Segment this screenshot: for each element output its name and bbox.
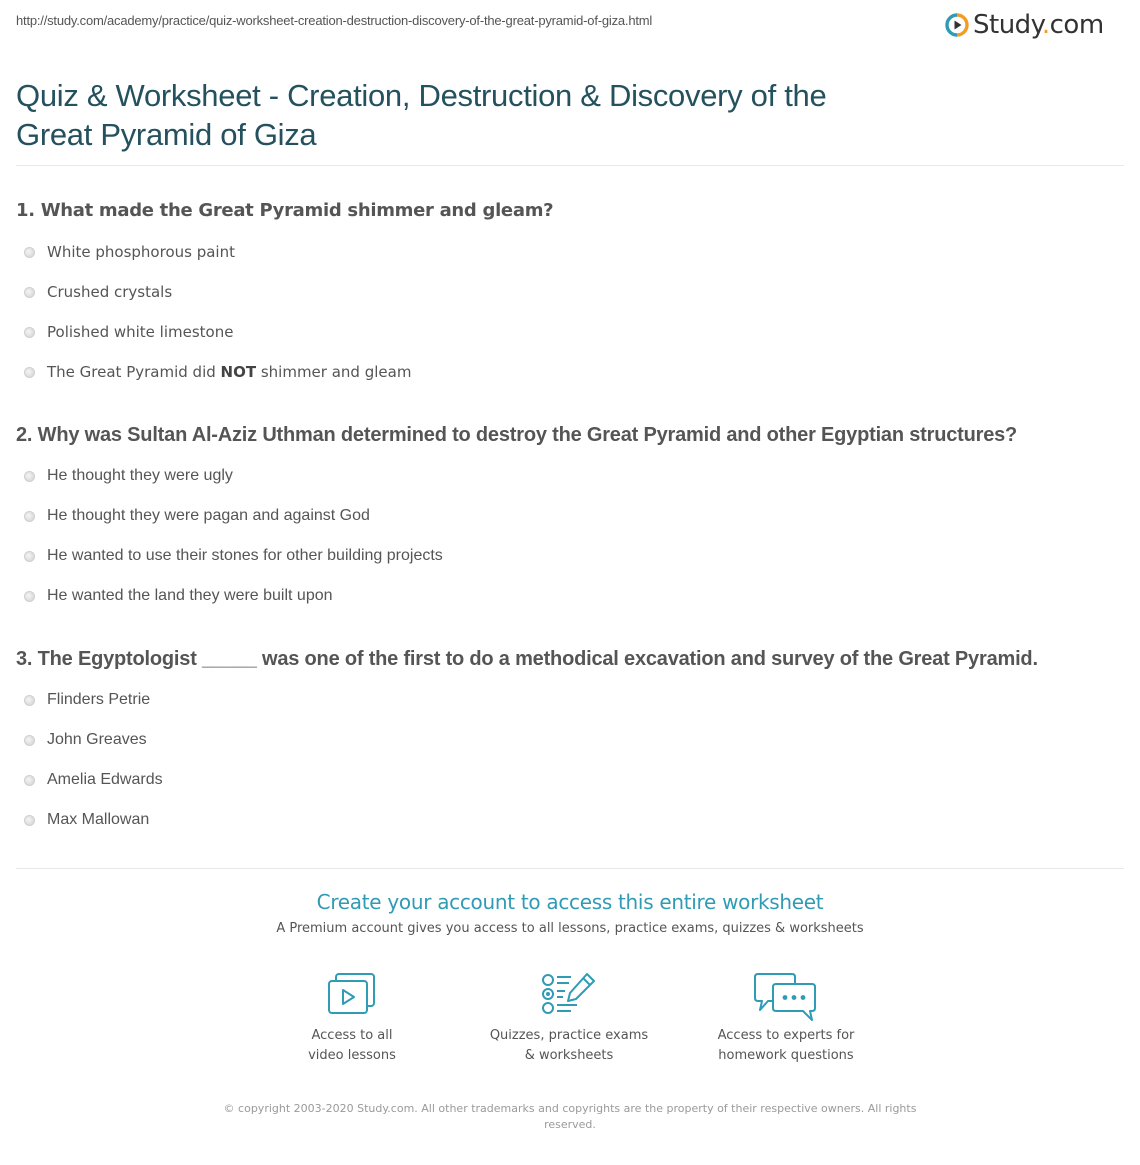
cta-subtitle: A Premium account gives you access to all lessons, practice exams, quizzes & worksheets bbox=[276, 921, 864, 936]
q1-option-2[interactable] bbox=[24, 282, 172, 302]
logo-tld: com bbox=[1049, 10, 1104, 40]
question-1: 1. What made the Great Pyramid shimmer and gleam? bbox=[16, 200, 554, 221]
logo-wordmark bbox=[973, 10, 1104, 40]
question-2: 2. Why was Sultan Al-Aziz Uthman determined to destroy the Great Pyramid and other Egyptian structures? bbox=[16, 424, 1018, 446]
option-label: John Greaves bbox=[47, 731, 147, 748]
feature-label-line2: video lessons bbox=[308, 1048, 396, 1063]
radio-button[interactable] bbox=[24, 735, 35, 746]
feature-video-lessons bbox=[252, 972, 452, 1066]
option-label: He wanted the land they were built upon bbox=[47, 587, 333, 604]
copyright-notice: © copyright 2003-2020 Study.com. All other trademarks and copyrights are the property of their respective owners. All rights reserved. bbox=[223, 1102, 917, 1131]
title-divider bbox=[16, 165, 1124, 166]
radio-button[interactable] bbox=[24, 775, 35, 786]
quiz-checklist-icon bbox=[541, 972, 597, 1016]
feature-label-line2: homework questions bbox=[718, 1048, 854, 1063]
play-circle-icon bbox=[945, 13, 969, 37]
radio-button[interactable] bbox=[24, 695, 35, 706]
feature-experts bbox=[686, 972, 886, 1066]
radio-button[interactable] bbox=[24, 511, 35, 522]
radio-button[interactable] bbox=[24, 471, 35, 482]
option-label: Polished white limestone bbox=[47, 323, 234, 341]
page-url: http://study.com/academy/practice/quiz-worksheet-creation-destruction-discovery-of-the-great-pyramid-of-giza.html bbox=[16, 13, 653, 28]
q3-option-1[interactable] bbox=[24, 690, 150, 710]
feature-label-line1: Quizzes, practice exams bbox=[489, 1028, 649, 1043]
radio-button[interactable] bbox=[24, 247, 35, 258]
radio-button[interactable] bbox=[24, 591, 35, 602]
q1-option-3[interactable] bbox=[24, 322, 233, 342]
option-label: Crushed crystals bbox=[47, 283, 173, 301]
feature-label-line2: & worksheets bbox=[524, 1048, 614, 1063]
logo-name: Study bbox=[973, 10, 1042, 40]
option-text-prefix: The Great Pyramid did bbox=[47, 363, 221, 381]
option-label: White phosphorous paint bbox=[47, 243, 235, 261]
option-label bbox=[47, 363, 411, 381]
questions-divider bbox=[16, 868, 1124, 869]
radio-button[interactable] bbox=[24, 287, 35, 298]
feature-label-line1: Access to experts for bbox=[717, 1028, 855, 1043]
option-text-emphasis: NOT bbox=[220, 363, 257, 381]
q2-option-4[interactable] bbox=[24, 586, 333, 606]
option-text-suffix: shimmer and gleam bbox=[256, 363, 412, 381]
q2-option-1[interactable] bbox=[24, 466, 233, 486]
q1-option-4[interactable] bbox=[24, 362, 411, 382]
page-title: Quiz & Worksheet - Creation, Destruction & Discovery of the Great Pyramid of Giza bbox=[16, 78, 827, 152]
video-lessons-icon bbox=[326, 972, 378, 1016]
option-label: Max Mallowan bbox=[47, 811, 150, 828]
study-logo[interactable] bbox=[945, 8, 1104, 42]
feature-quizzes bbox=[469, 972, 669, 1066]
feature-label-line1: Access to all bbox=[311, 1028, 393, 1043]
logo-dot: . bbox=[1041, 10, 1050, 40]
q2-option-3[interactable] bbox=[24, 546, 443, 566]
option-label: Flinders Petrie bbox=[47, 691, 151, 708]
radio-button[interactable] bbox=[24, 815, 35, 826]
q3-option-4[interactable] bbox=[24, 810, 149, 830]
option-label: He wanted to use their stones for other building projects bbox=[47, 547, 443, 564]
option-label: He thought they were pagan and against God bbox=[47, 507, 370, 524]
q3-option-2[interactable] bbox=[24, 730, 147, 750]
q2-option-2[interactable] bbox=[24, 506, 370, 526]
option-label: He thought they were ugly bbox=[47, 467, 233, 484]
question-3: 3. The Egyptologist _____ was one of the first to do a methodical excavation and survey of the Great Pyramid. bbox=[16, 648, 1038, 670]
chat-bubbles-icon bbox=[754, 972, 818, 1022]
q3-option-3[interactable] bbox=[24, 770, 163, 790]
option-label: Amelia Edwards bbox=[47, 771, 163, 788]
radio-button[interactable] bbox=[24, 327, 35, 338]
q1-option-1[interactable] bbox=[24, 242, 235, 262]
create-account-link[interactable]: Create your account to access this entire worksheet bbox=[316, 890, 824, 914]
radio-button[interactable] bbox=[24, 551, 35, 562]
radio-button[interactable] bbox=[24, 367, 35, 378]
